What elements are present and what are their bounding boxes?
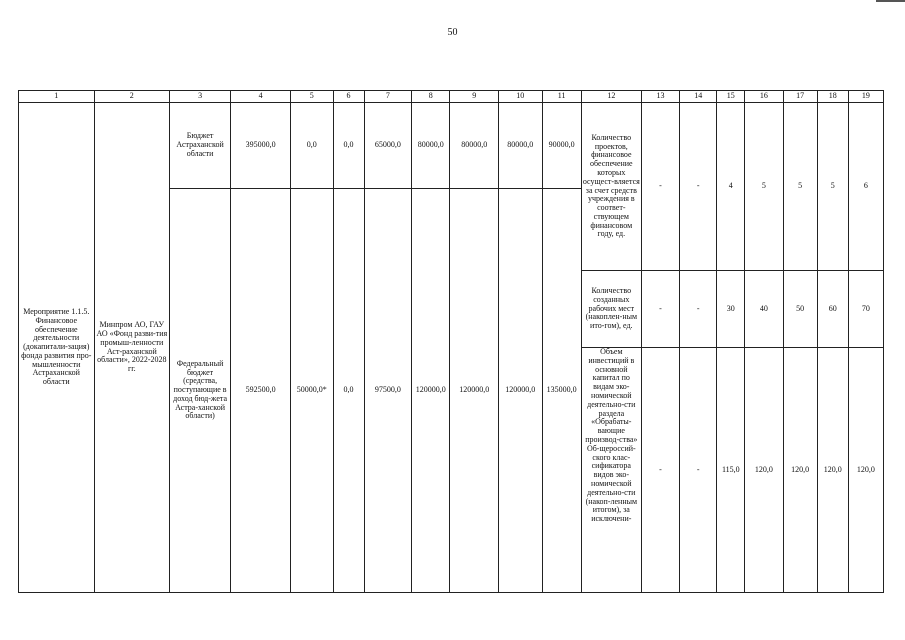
value-cell: 50000,0* [291,189,333,593]
indicator-value-cell: 120,0 [745,348,783,593]
value-cell: 97500,0 [364,189,412,593]
header-cell: 10 [499,91,542,103]
header-cell: 12 [581,91,641,103]
header-cell: 13 [641,91,679,103]
header-cell: 7 [364,91,412,103]
top-edge-line [876,0,905,2]
value-cell: 80000,0 [412,103,450,189]
executor-cell: Минпром АО, ГАУ АО «Фонд разви-тия промыш-ленности Аст-раханской области», 2022-2028 гг. [94,103,170,593]
value-cell: 80000,0 [499,103,542,189]
header-cell: 6 [333,91,364,103]
header-row [19,91,884,103]
page-number: 50 [447,27,458,38]
header-cell: 3 [170,91,231,103]
measure-cell: Мероприятие 1.1.5. Финансовое обеспечение деятельности (докапитали-зация) фонда развития про-мышленности Астраханской области [19,103,95,593]
header-cell: 17 [783,91,817,103]
source-name-cell: Федеральный бюджет (средства, поступающие в доход бюд-жета Астра-ханской области) [170,189,231,593]
value-cell: 0,0 [333,103,364,189]
indicator-value-cell: 5 [817,103,848,271]
header-cell: 14 [680,91,717,103]
header-cell: 9 [450,91,499,103]
indicator-value-cell: - [641,271,679,348]
value-cell: 120000,0 [499,189,542,593]
value-cell: 65000,0 [364,103,412,189]
value-cell: 120000,0 [412,189,450,593]
value-cell: 80000,0 [450,103,499,189]
header-cell: 16 [745,91,783,103]
header-cell: 2 [94,91,170,103]
indicator-value-cell: 5 [745,103,783,271]
header-cell: 11 [542,91,581,103]
value-cell: 90000,0 [542,103,581,189]
indicator-value-cell: 50 [783,271,817,348]
value-cell: 395000,0 [231,103,291,189]
indicator-value-cell: 4 [717,103,745,271]
value-cell: 135000,0 [542,189,581,593]
header-cell: 4 [231,91,291,103]
value-cell: 0,0 [291,103,333,189]
indicator-value-cell: - [641,348,679,593]
value-cell: 120000,0 [450,189,499,593]
header-cell: 18 [817,91,848,103]
indicator-value-cell: 115,0 [717,348,745,593]
header-cell: 8 [412,91,450,103]
indicator-value-cell: 30 [717,271,745,348]
value-cell: 0,0 [333,189,364,593]
indicator-value-cell: 40 [745,271,783,348]
indicator-value-cell: - [680,348,717,593]
indicator-value-cell: 70 [848,271,883,348]
header-cell: 5 [291,91,333,103]
indicator-value-cell: 120,0 [783,348,817,593]
header-cell: 19 [848,91,883,103]
program-table [18,90,884,593]
indicator-value-cell: - [680,103,717,271]
indicator-value-cell: 6 [848,103,883,271]
indicator-value-cell: 5 [783,103,817,271]
header-cell: 15 [717,91,745,103]
indicator-value-cell: 60 [817,271,848,348]
indicator-value-cell: 120,0 [817,348,848,593]
indicator-value-cell: 120,0 [848,348,883,593]
header-cell: 1 [19,91,95,103]
source-name-cell: Бюджет Астраханской области [170,103,231,189]
indicator-value-cell: - [641,103,679,271]
indicator-name-cell: Объем инвестиций в основной капитал по видам эко-номической деятельно-сти раздела «Обрабаты-вающие производ-ства» Об-щероссий-ского клас-сификатора видов эко-номической деятельно-сти (накоп-ленным итогом), за исключени- [581,348,641,593]
indicator-name-cell: Количество созданных рабочих мест (накоплен-ным ито-гом), ед. [581,271,641,348]
value-cell: 592500,0 [231,189,291,593]
indicator-value-cell: - [680,271,717,348]
indicator-name-cell: Количество проектов, финансовое обеспечение которых осущест-вляется за счет средств учреждения в соответ-ствующем финансовом году, ед. [581,103,641,271]
table-row [19,103,884,189]
